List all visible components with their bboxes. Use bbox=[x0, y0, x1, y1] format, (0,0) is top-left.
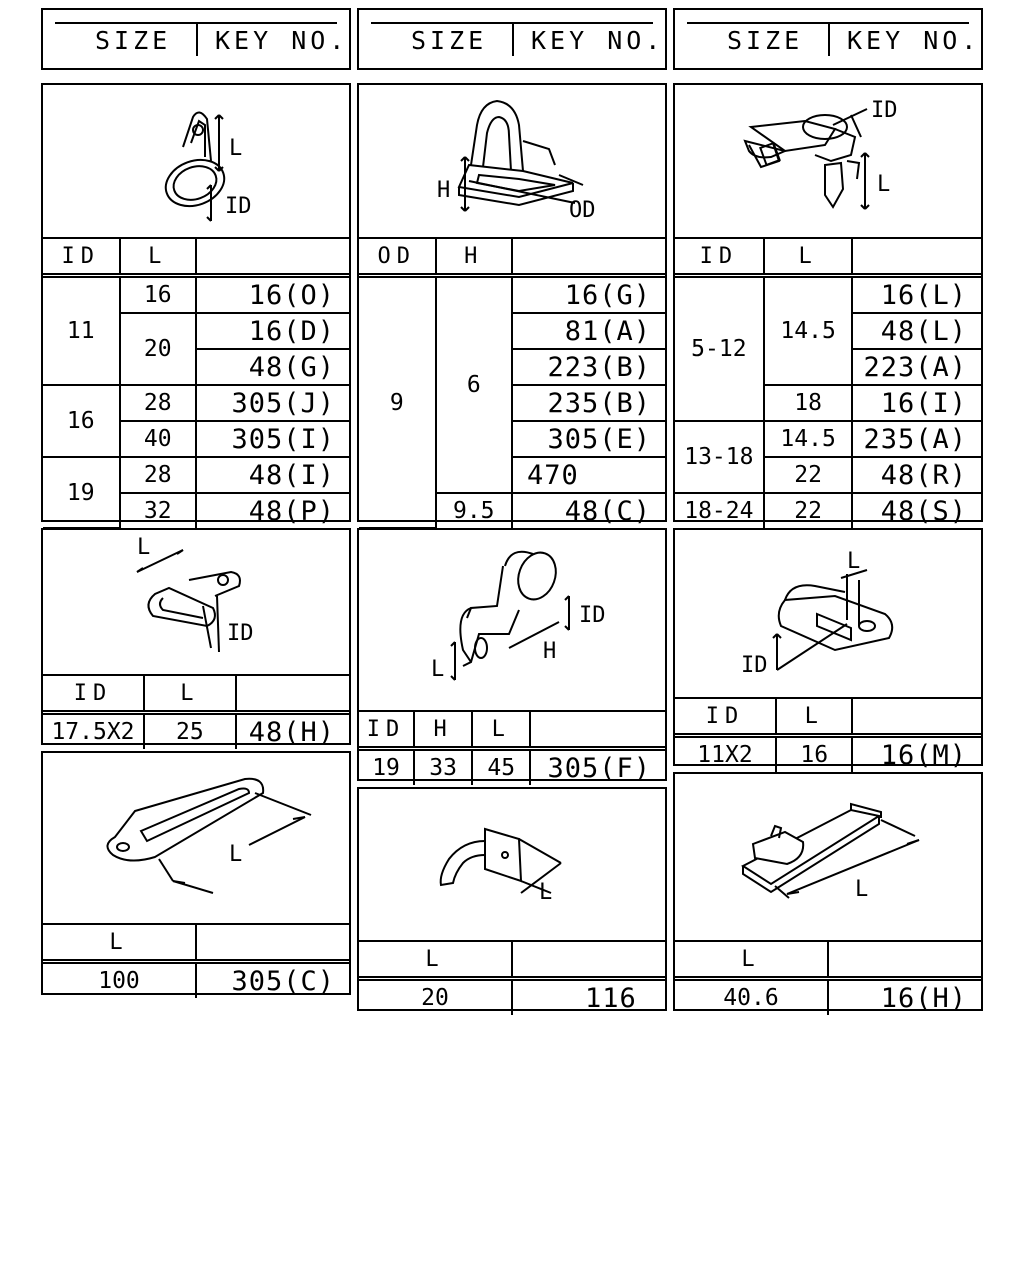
col-id: ID bbox=[43, 675, 144, 713]
panel-offset-clip bbox=[357, 528, 667, 784]
cell-key: 48(C) bbox=[512, 493, 665, 528]
table-header-row bbox=[43, 675, 349, 713]
cell-key: 470 bbox=[512, 457, 665, 493]
size-header: SIZE bbox=[95, 26, 172, 55]
panel-pin-clip bbox=[673, 83, 983, 527]
col-h: H bbox=[436, 238, 513, 276]
fig-label-l: L bbox=[855, 877, 869, 902]
header-divider bbox=[828, 24, 830, 56]
cell-key: 223(A) bbox=[852, 349, 981, 385]
table-header-row bbox=[43, 924, 349, 962]
table-header-row bbox=[359, 941, 665, 979]
cell-key: 48(H) bbox=[236, 713, 349, 750]
cell-l: 40 bbox=[120, 421, 197, 457]
slotted-strap-table bbox=[43, 923, 349, 998]
table-row bbox=[43, 276, 349, 314]
col-l: L bbox=[764, 238, 853, 276]
cell-id: 17.5X2 bbox=[43, 713, 144, 750]
fig-label-id: ID bbox=[741, 653, 768, 678]
fig-label-l: L bbox=[229, 842, 243, 867]
col-key bbox=[196, 238, 349, 276]
panel-flat-loop-clip bbox=[41, 528, 351, 748]
cell-key: 16(D) bbox=[196, 313, 349, 349]
col-key bbox=[512, 238, 665, 276]
cell-key: 16(H) bbox=[828, 979, 981, 1016]
cell-key: 305(C) bbox=[196, 962, 349, 999]
table-header-row bbox=[675, 698, 981, 736]
cell-key: 48(L) bbox=[852, 313, 981, 349]
table-row bbox=[675, 421, 981, 457]
pin-clip-table bbox=[675, 237, 981, 528]
key-no-header: KEY NO. bbox=[847, 26, 981, 55]
cell-od: 9 bbox=[359, 276, 436, 529]
fig-label-l: L bbox=[539, 880, 553, 905]
cell-key: 305(I) bbox=[196, 421, 349, 457]
offset-clip-drawing bbox=[359, 530, 665, 710]
cell-l: 20 bbox=[120, 313, 197, 385]
cell-h: 33 bbox=[414, 749, 472, 786]
cell-key: 223(B) bbox=[512, 349, 665, 385]
panel-slotted-strap bbox=[41, 751, 351, 995]
flat-loop-clip-drawing bbox=[43, 530, 349, 676]
fig-label-h: H bbox=[437, 178, 451, 203]
tab-clip-drawing bbox=[675, 530, 981, 698]
panel-tab-clip bbox=[673, 528, 983, 771]
cell-l: 16 bbox=[120, 276, 197, 314]
header-box-1 bbox=[41, 8, 351, 70]
table-row bbox=[359, 979, 665, 1016]
panel-strap-clip bbox=[673, 772, 983, 1014]
flat-loop-clip-table bbox=[43, 674, 349, 749]
cell-id: 11X2 bbox=[675, 736, 776, 773]
fig-label-h: H bbox=[543, 639, 557, 664]
table-row bbox=[675, 736, 981, 773]
panel-hook-clip bbox=[357, 787, 667, 1014]
offset-clip-table bbox=[359, 710, 665, 785]
size-header: SIZE bbox=[411, 26, 488, 55]
cell-l: 45 bbox=[472, 749, 530, 786]
cell-key: 48(S) bbox=[852, 493, 981, 528]
col-od: OD bbox=[359, 238, 436, 276]
col-key bbox=[852, 238, 981, 276]
table-header-row bbox=[359, 238, 665, 276]
table-row bbox=[43, 457, 349, 493]
cell-key: 48(G) bbox=[196, 349, 349, 385]
table-header-row bbox=[675, 941, 981, 979]
p-clip-table bbox=[43, 237, 349, 529]
panel-saddle-clip bbox=[357, 83, 667, 527]
table-header-row bbox=[675, 238, 981, 276]
cell-l: 100 bbox=[43, 962, 196, 999]
cell-key: 81(A) bbox=[512, 313, 665, 349]
strap-clip-drawing bbox=[675, 774, 981, 940]
cell-l: 25 bbox=[144, 713, 236, 750]
cell-id: 16 bbox=[43, 385, 120, 457]
table-row bbox=[43, 962, 349, 999]
col-id: ID bbox=[675, 698, 776, 736]
col-id: ID bbox=[359, 711, 414, 749]
hook-clip-table bbox=[359, 940, 665, 1015]
cell-l: 20 bbox=[359, 979, 512, 1016]
cell-key: 116 bbox=[512, 979, 665, 1016]
header-divider bbox=[512, 24, 514, 56]
cell-l: 14.5 bbox=[764, 276, 853, 386]
table-row bbox=[675, 979, 981, 1016]
fig-label-l: L bbox=[431, 657, 445, 682]
cell-key: 305(J) bbox=[196, 385, 349, 421]
cell-key: 305(E) bbox=[512, 421, 665, 457]
cell-key: 16(M) bbox=[852, 736, 981, 773]
pin-clip-drawing bbox=[675, 85, 981, 237]
tab-clip-table bbox=[675, 697, 981, 772]
fig-label-id: ID bbox=[871, 98, 898, 123]
fig-label-l: L bbox=[137, 535, 151, 560]
size-header: SIZE bbox=[727, 26, 804, 55]
fig-label-l: L bbox=[877, 172, 891, 197]
fig-label-id: ID bbox=[579, 603, 606, 628]
table-row bbox=[43, 385, 349, 421]
col-l: L bbox=[776, 698, 853, 736]
cell-id: 19 bbox=[43, 457, 120, 528]
col-id: ID bbox=[675, 238, 764, 276]
strap-clip-table bbox=[675, 940, 981, 1015]
cell-key: 305(F) bbox=[530, 749, 665, 786]
cell-l: 22 bbox=[764, 457, 853, 493]
cell-key: 16(O) bbox=[196, 276, 349, 314]
col-key bbox=[196, 924, 349, 962]
fig-label-id: ID bbox=[227, 621, 254, 646]
header-divider bbox=[196, 24, 198, 56]
col-key bbox=[512, 941, 665, 979]
cell-key: 48(P) bbox=[196, 493, 349, 528]
cell-key: 16(G) bbox=[512, 276, 665, 314]
key-no-header: KEY NO. bbox=[531, 26, 665, 55]
cell-l: 32 bbox=[120, 493, 197, 528]
fig-label-od: OD bbox=[569, 198, 596, 223]
cell-key: 48(I) bbox=[196, 457, 349, 493]
saddle-clip-drawing bbox=[359, 85, 665, 237]
saddle-clip-table bbox=[359, 237, 665, 529]
col-l: L bbox=[675, 941, 828, 979]
col-key bbox=[852, 698, 981, 736]
table-row bbox=[359, 276, 665, 314]
cell-id: 18-24 bbox=[675, 493, 764, 528]
col-key bbox=[828, 941, 981, 979]
table-row bbox=[675, 276, 981, 314]
table-row bbox=[43, 713, 349, 750]
cell-l: 28 bbox=[120, 457, 197, 493]
col-l: L bbox=[472, 711, 530, 749]
col-l: L bbox=[120, 238, 197, 276]
cell-l: 14.5 bbox=[764, 421, 853, 457]
table-header-row bbox=[359, 711, 665, 749]
cell-l: 28 bbox=[120, 385, 197, 421]
cell-id: 5-12 bbox=[675, 276, 764, 422]
p-clip-drawing bbox=[43, 85, 349, 237]
cell-id: 13-18 bbox=[675, 421, 764, 493]
fig-label-id: ID bbox=[225, 194, 252, 219]
table-header-row bbox=[43, 238, 349, 276]
header-box-3 bbox=[673, 8, 983, 70]
table-row bbox=[359, 749, 665, 786]
cell-id: 11 bbox=[43, 276, 120, 386]
col-key bbox=[530, 711, 665, 749]
cell-h: 9.5 bbox=[436, 493, 513, 528]
col-key bbox=[236, 675, 349, 713]
col-h: H bbox=[414, 711, 472, 749]
cell-key: 235(A) bbox=[852, 421, 981, 457]
table-row bbox=[675, 493, 981, 528]
key-no-header: KEY NO. bbox=[215, 26, 349, 55]
cell-key: 48(R) bbox=[852, 457, 981, 493]
col-l: L bbox=[359, 941, 512, 979]
cell-key: 16(L) bbox=[852, 276, 981, 314]
cell-l: 16 bbox=[776, 736, 853, 773]
panel-p-clip bbox=[41, 83, 351, 527]
col-l: L bbox=[144, 675, 236, 713]
cell-key: 16(I) bbox=[852, 385, 981, 421]
slotted-strap-drawing bbox=[43, 753, 349, 923]
fig-label-l: L bbox=[847, 549, 861, 574]
cell-id: 19 bbox=[359, 749, 414, 786]
cell-key: 235(B) bbox=[512, 385, 665, 421]
cell-l: 22 bbox=[764, 493, 853, 528]
col-id: ID bbox=[43, 238, 120, 276]
fig-label-l: L bbox=[229, 136, 243, 161]
cell-h: 6 bbox=[436, 276, 513, 494]
cell-l: 18 bbox=[764, 385, 853, 421]
hook-clip-drawing bbox=[359, 789, 665, 939]
header-box-2 bbox=[357, 8, 667, 70]
cell-l: 40.6 bbox=[675, 979, 828, 1016]
col-l: L bbox=[43, 924, 196, 962]
